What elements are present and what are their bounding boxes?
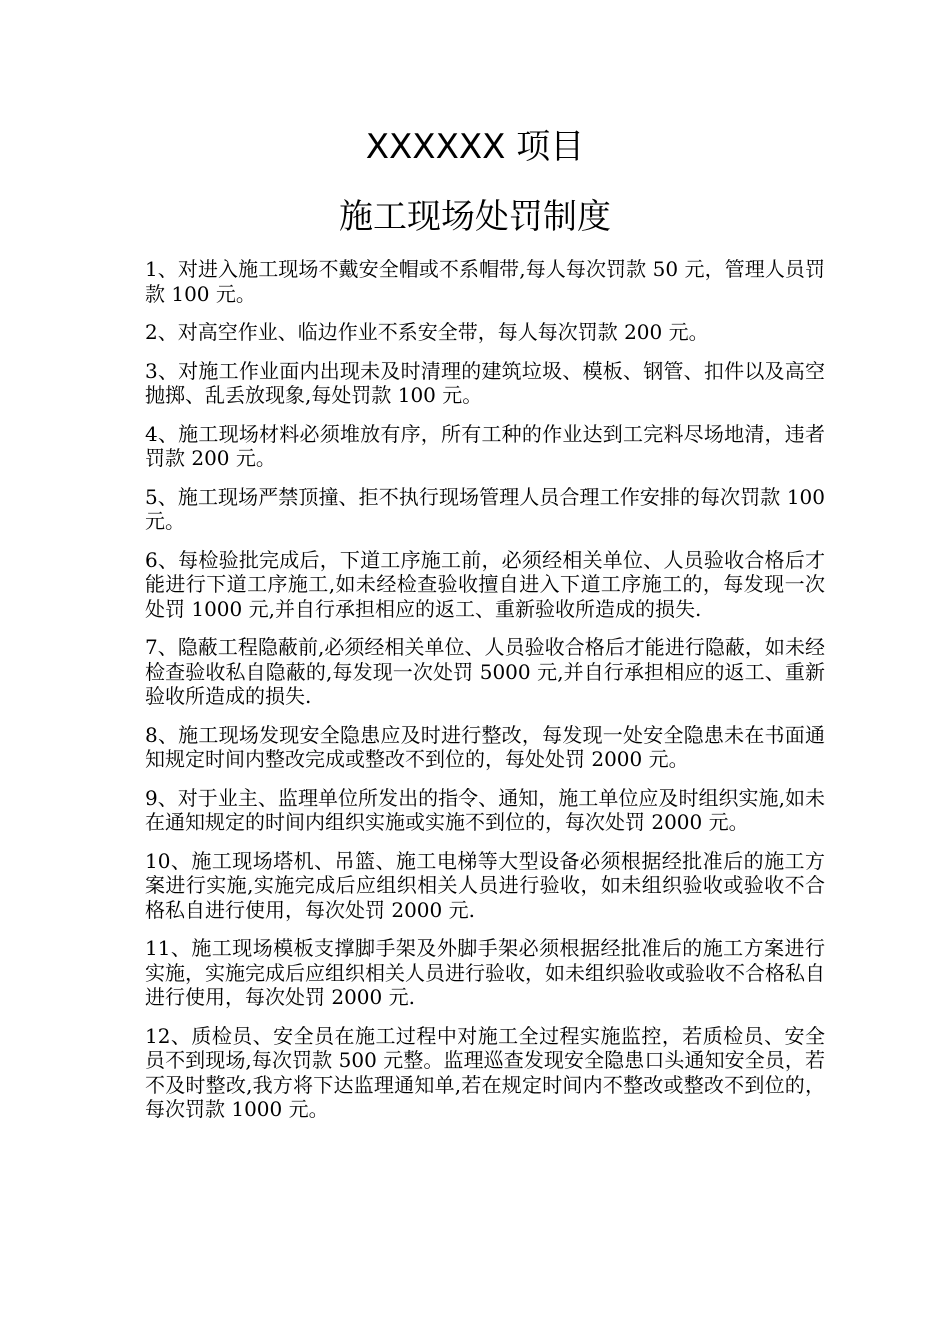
rule-item: 9、对于业主、监理单位所发出的指令、通知，施工单位应及时组织实施,如未在通知规定的时间内组织实施或实施不到位的，每次处罚 2000 元。 bbox=[145, 785, 825, 834]
rule-item: 10、施工现场塔机、吊篮、施工电梯等大型设备必须根据经批准后的施工方案进行实施,实施完成后应组织相关人员进行验收，如未组织验收或验收不合格私自进行使用，每次处罚 2000 元. bbox=[145, 848, 825, 922]
rule-item: 12、质检员、安全员在施工过程中对施工全过程实施监控，若质检员、安全员不到现场,每次罚款 500 元整。监理巡查发现安全隐患口头通知安全员，若不及时整改,我方将下达监理通知单,若在规定时间内不整改或整改不到位的，每次罚款 1000 元。 bbox=[145, 1023, 825, 1121]
rule-item: 2、对高空作业、临边作业不系安全带，每人每次罚款 200 元。 bbox=[145, 320, 709, 344]
rule-item: 8、施工现场发现安全隐患应及时进行整改，每发现一处安全隐患未在书面通知规定时间内整改完成或整改不到位的，每处处罚 2000 元。 bbox=[145, 722, 825, 771]
rule-item: 4、施工现场材料必须堆放有序，所有工种的作业达到工完料尽场地清，违者罚款 200 元。 bbox=[145, 421, 825, 470]
rule-item: 11、施工现场模板支撑脚手架及外脚手架必须根据经批准后的施工方案进行实施，实施完成后应组织相关人员进行验收，如未组织验收或验收不合格私自进行使用，每次处罚 2000 元. bbox=[145, 936, 825, 1009]
rule-item: 7、隐蔽工程隐蔽前,必须经相关单位、人员验收合格后才能进行隐蔽，如未经检查验收私自隐蔽的,每发现一次处罚 5000 元,并自行承担相应的返工、重新验收所造成的损失. bbox=[145, 635, 825, 708]
rule-item: 1、对进入施工现场不戴安全帽或不系帽带,每人每次罚款 50 元，管理人员罚款 100 元。 bbox=[145, 257, 825, 306]
rule-item: 5、施工现场严禁顶撞、拒不执行现场管理人员合理工作安排的每次罚款 100 元。 bbox=[145, 484, 825, 533]
document-subtitle: 施工现场处罚制度 bbox=[339, 197, 611, 237]
document-title: XXXXXX 项目 bbox=[365, 127, 585, 167]
rule-item: 3、对施工作业面内出现未及时清理的建筑垃圾、模板、钢管、扣件以及高空抛掷、乱丢放现象,每处罚款 100 元。 bbox=[145, 358, 825, 407]
rule-item: 6、每检验批完成后，下道工序施工前，必须经相关单位、人员验收合格后才能进行下道工序施工,如未经检查验收擅自进入下道工序施工的，每发现一次处罚 1000 元,并自行承担相应的返工、重新验收所造成的损失. bbox=[145, 547, 825, 621]
rules-list bbox=[145, 257, 825, 1136]
